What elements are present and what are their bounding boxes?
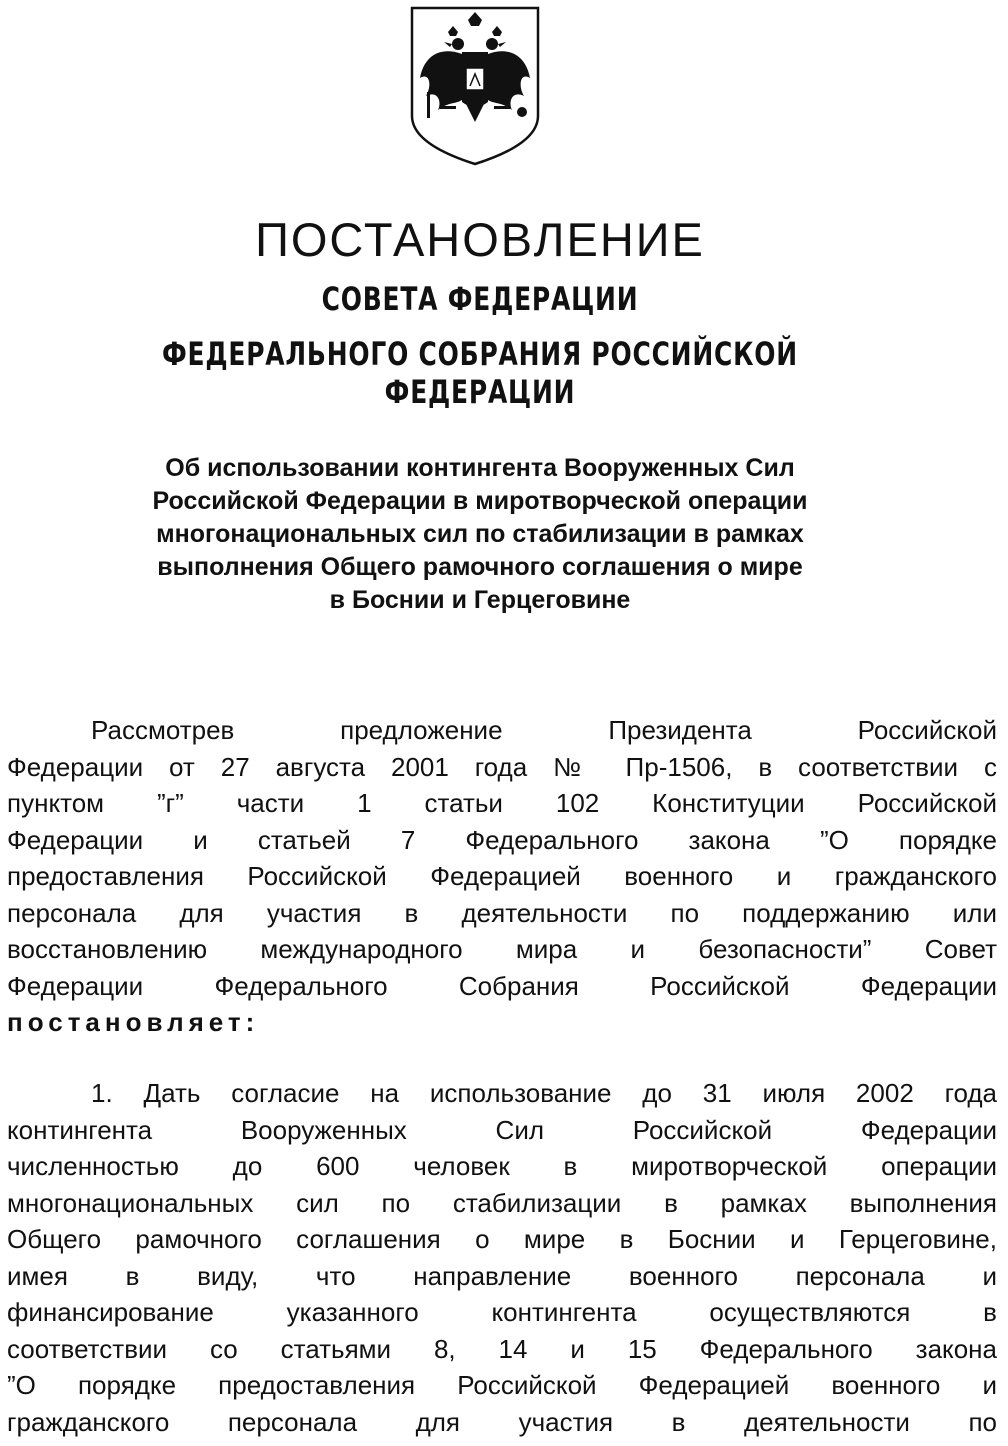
text-line: финансирование указанного контингента осуществляются в — [7, 1297, 997, 1327]
text-line: предоставления Российской Федерацией военного и гражданского — [7, 861, 997, 891]
coat-of-arms-emblem — [410, 6, 540, 166]
subject-line: Российской Федерации в миротворческой операции — [152, 487, 808, 515]
text-line: Федерации и статьей 7 Федерального закона ”О порядке — [7, 824, 997, 855]
double-headed-eagle-icon — [410, 6, 540, 166]
text-line: численностью до 600 человек в миротворческой операции — [7, 1151, 997, 1181]
clause-1-paragraph — [7, 1075, 997, 1440]
text-line: соответствии со статьями 8, 14 и 15 Федерального закона — [7, 1333, 997, 1364]
assembly-name: ФЕДЕРАЛЬНОГО СОБРАНИЯ РОССИЙСКОЙ ФЕДЕРАЦИИ — [162, 335, 798, 411]
resolves-word: постановляет: — [7, 1007, 260, 1037]
council-name: СОВЕТА ФЕДЕРАЦИИ — [321, 280, 639, 318]
preamble-paragraph — [7, 712, 997, 1041]
text-line: Рассмотрев предложение Президента Российской — [91, 715, 997, 745]
document-title: ПОСТАНОВЛЕНИЕ — [255, 213, 705, 266]
text-line: контингента Вооруженных Сил Российской Федерации — [7, 1114, 997, 1145]
resolution-subject — [0, 452, 960, 617]
text-line: персонала для участия в деятельности по поддержанию или — [7, 897, 997, 928]
subject-line: выполнения Общего рамочного соглашения о мире — [157, 553, 803, 581]
text-line: Федерации от 27 августа 2001 года № Пр-1506, в соответствии с — [7, 751, 997, 782]
text-line: Общего рамочного соглашения о мире в Боснии и Герцеговине, — [7, 1224, 997, 1254]
text-line: гражданского персонала для участия в деятельности по — [7, 1406, 997, 1437]
text-line: имея в виду, что направление военного персонала и — [7, 1260, 997, 1291]
subject-line: в Боснии и Герцеговине — [329, 586, 631, 614]
text-line: Федерации Федерального Собрания Российской Федерации — [7, 970, 997, 1001]
text-line: пунктом ”г” части 1 статьи 102 Конституции Российской — [7, 788, 997, 818]
text-line: ”О порядке предоставления Российской Федерацией военного и — [7, 1370, 997, 1400]
subject-line: Об использовании контингента Вооруженных Сил — [165, 454, 795, 482]
text-line: многонациональных сил по стабилизации в рамках выполнения — [7, 1187, 997, 1218]
text-line: восстановлению международного мира и безопасности” Совет — [7, 934, 997, 964]
subject-line: многонациональных сил по стабилизации в рамках — [156, 520, 804, 548]
text-line: 1. Дать согласие на использование до 31 июля 2002 года — [91, 1078, 997, 1108]
